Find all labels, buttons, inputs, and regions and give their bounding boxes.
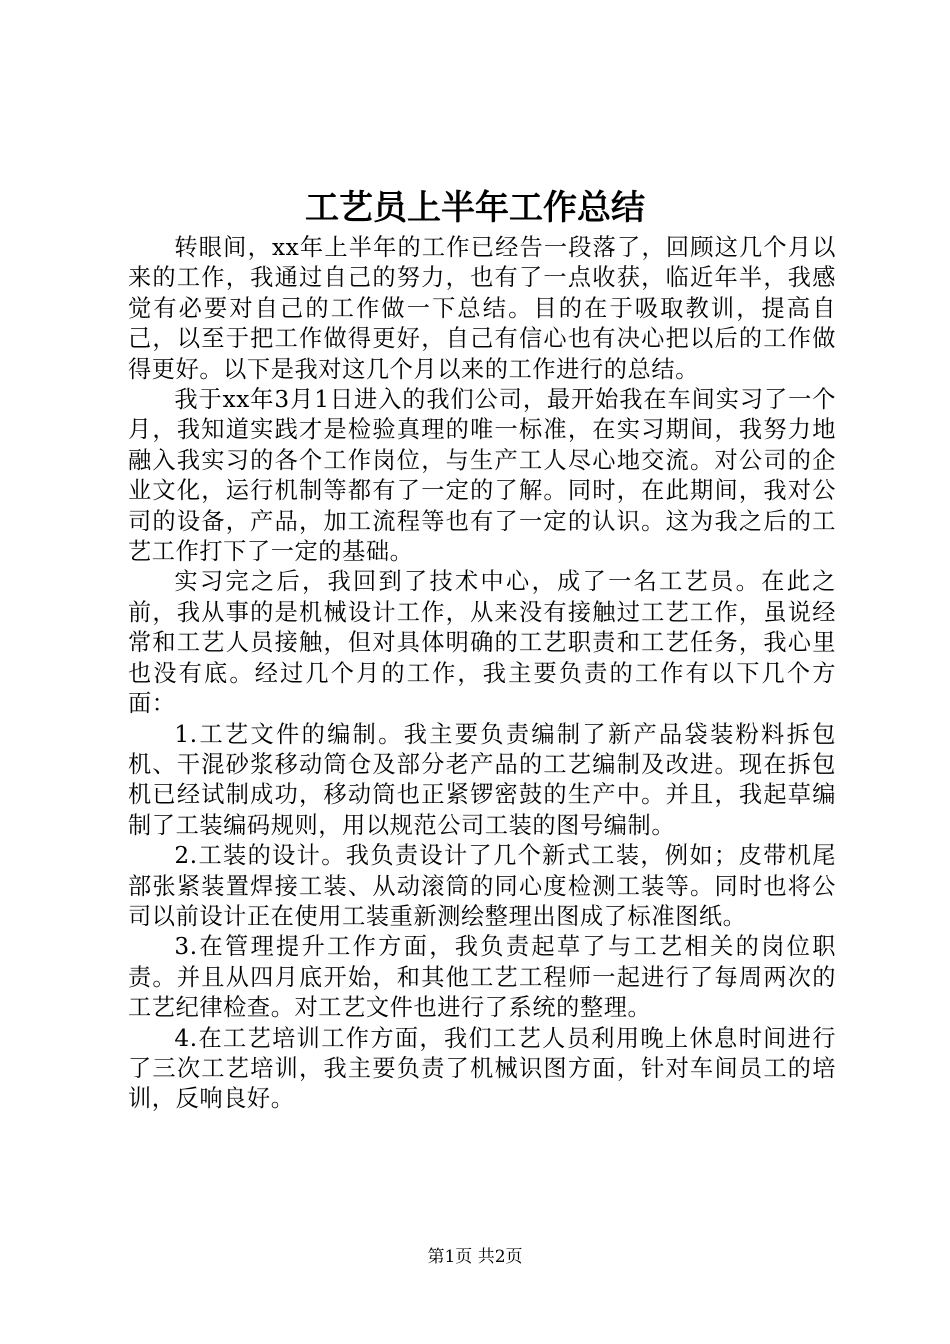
page-number-footer: 第1页 共2页 — [427, 1247, 523, 1267]
paragraph: 转眼间，xx年上半年的工作已经告一段落了，回顾这几个月以来的工作，我通过自己的努力，也有了一点收获，临近年半，我感觉有必要对自己的工作做一下总结。目的在于吸取教训，提高自己，以至于把工作做得更好，自己有信心也有决心把以后的工作做得更好。以下是我对这几个月以来的工作进行的总结。 — [128, 234, 836, 383]
paragraph: 我于xx年3月1日进入的我们公司，最开始我在车间实习了一个月，我知道实践才是检验真理的唯一标准，在实习期间，我努力地融入我实习的各个工作岗位，与生产工人尽心地交流。对公司的企业文化，运行机制等都有了一定的了解。同时，在此期间，我对公司的设备，产品，加工流程等也有了一定的认识。这为我之后的工艺工作打下了一定的基础。 — [128, 386, 836, 566]
list-item-paragraph: 2.工装的设计。我负责设计了几个新式工装，例如；皮带机尾部张紧装置焊接工装、从动滚筒的同心度检测工装等。同时也将公司以前设计正在使用工装重新测绘整理出图成了标准图纸。 — [128, 842, 836, 930]
list-item-paragraph: 4.在工艺培训工作方面，我们工艺人员利用晚上休息时间进行了三次工艺培训，我主要负责了机械识图方面，针对车间员工的培训，反响良好。 — [128, 1024, 836, 1113]
list-item-paragraph: 3.在管理提升工作方面，我负责起草了与工艺相关的岗位职责。并且从四月底开始，和其他工艺工程师一起进行了每周两次的工艺纪律检查。对工艺文件也进行了系统的整理。 — [128, 933, 836, 1022]
document-body — [128, 233, 836, 1115]
document-title: 工艺员上半年工作总结 — [305, 188, 645, 228]
list-item-paragraph: 1.工艺文件的编制。我主要负责编制了新产品袋装粉料拆包机、干混砂浆移动筒仓及部分老产品的工艺编制及改进。现在拆包机已经试制成功，移动筒也正紧锣密鼓的生产中。并且，我起草编制了工装编码规则，用以规范公司工装的图号编制。 — [128, 720, 836, 839]
paragraph: 实习完之后，我回到了技术中心，成了一名工艺员。在此之前，我从事的是机械设计工作，从来没有接触过工艺工作，虽说经常和工艺人员接触，但对具体明确的工艺职责和工艺任务，我心里也没有底。经过几个月的工作，我主要负责的工作有以下几个方面： — [128, 568, 836, 718]
